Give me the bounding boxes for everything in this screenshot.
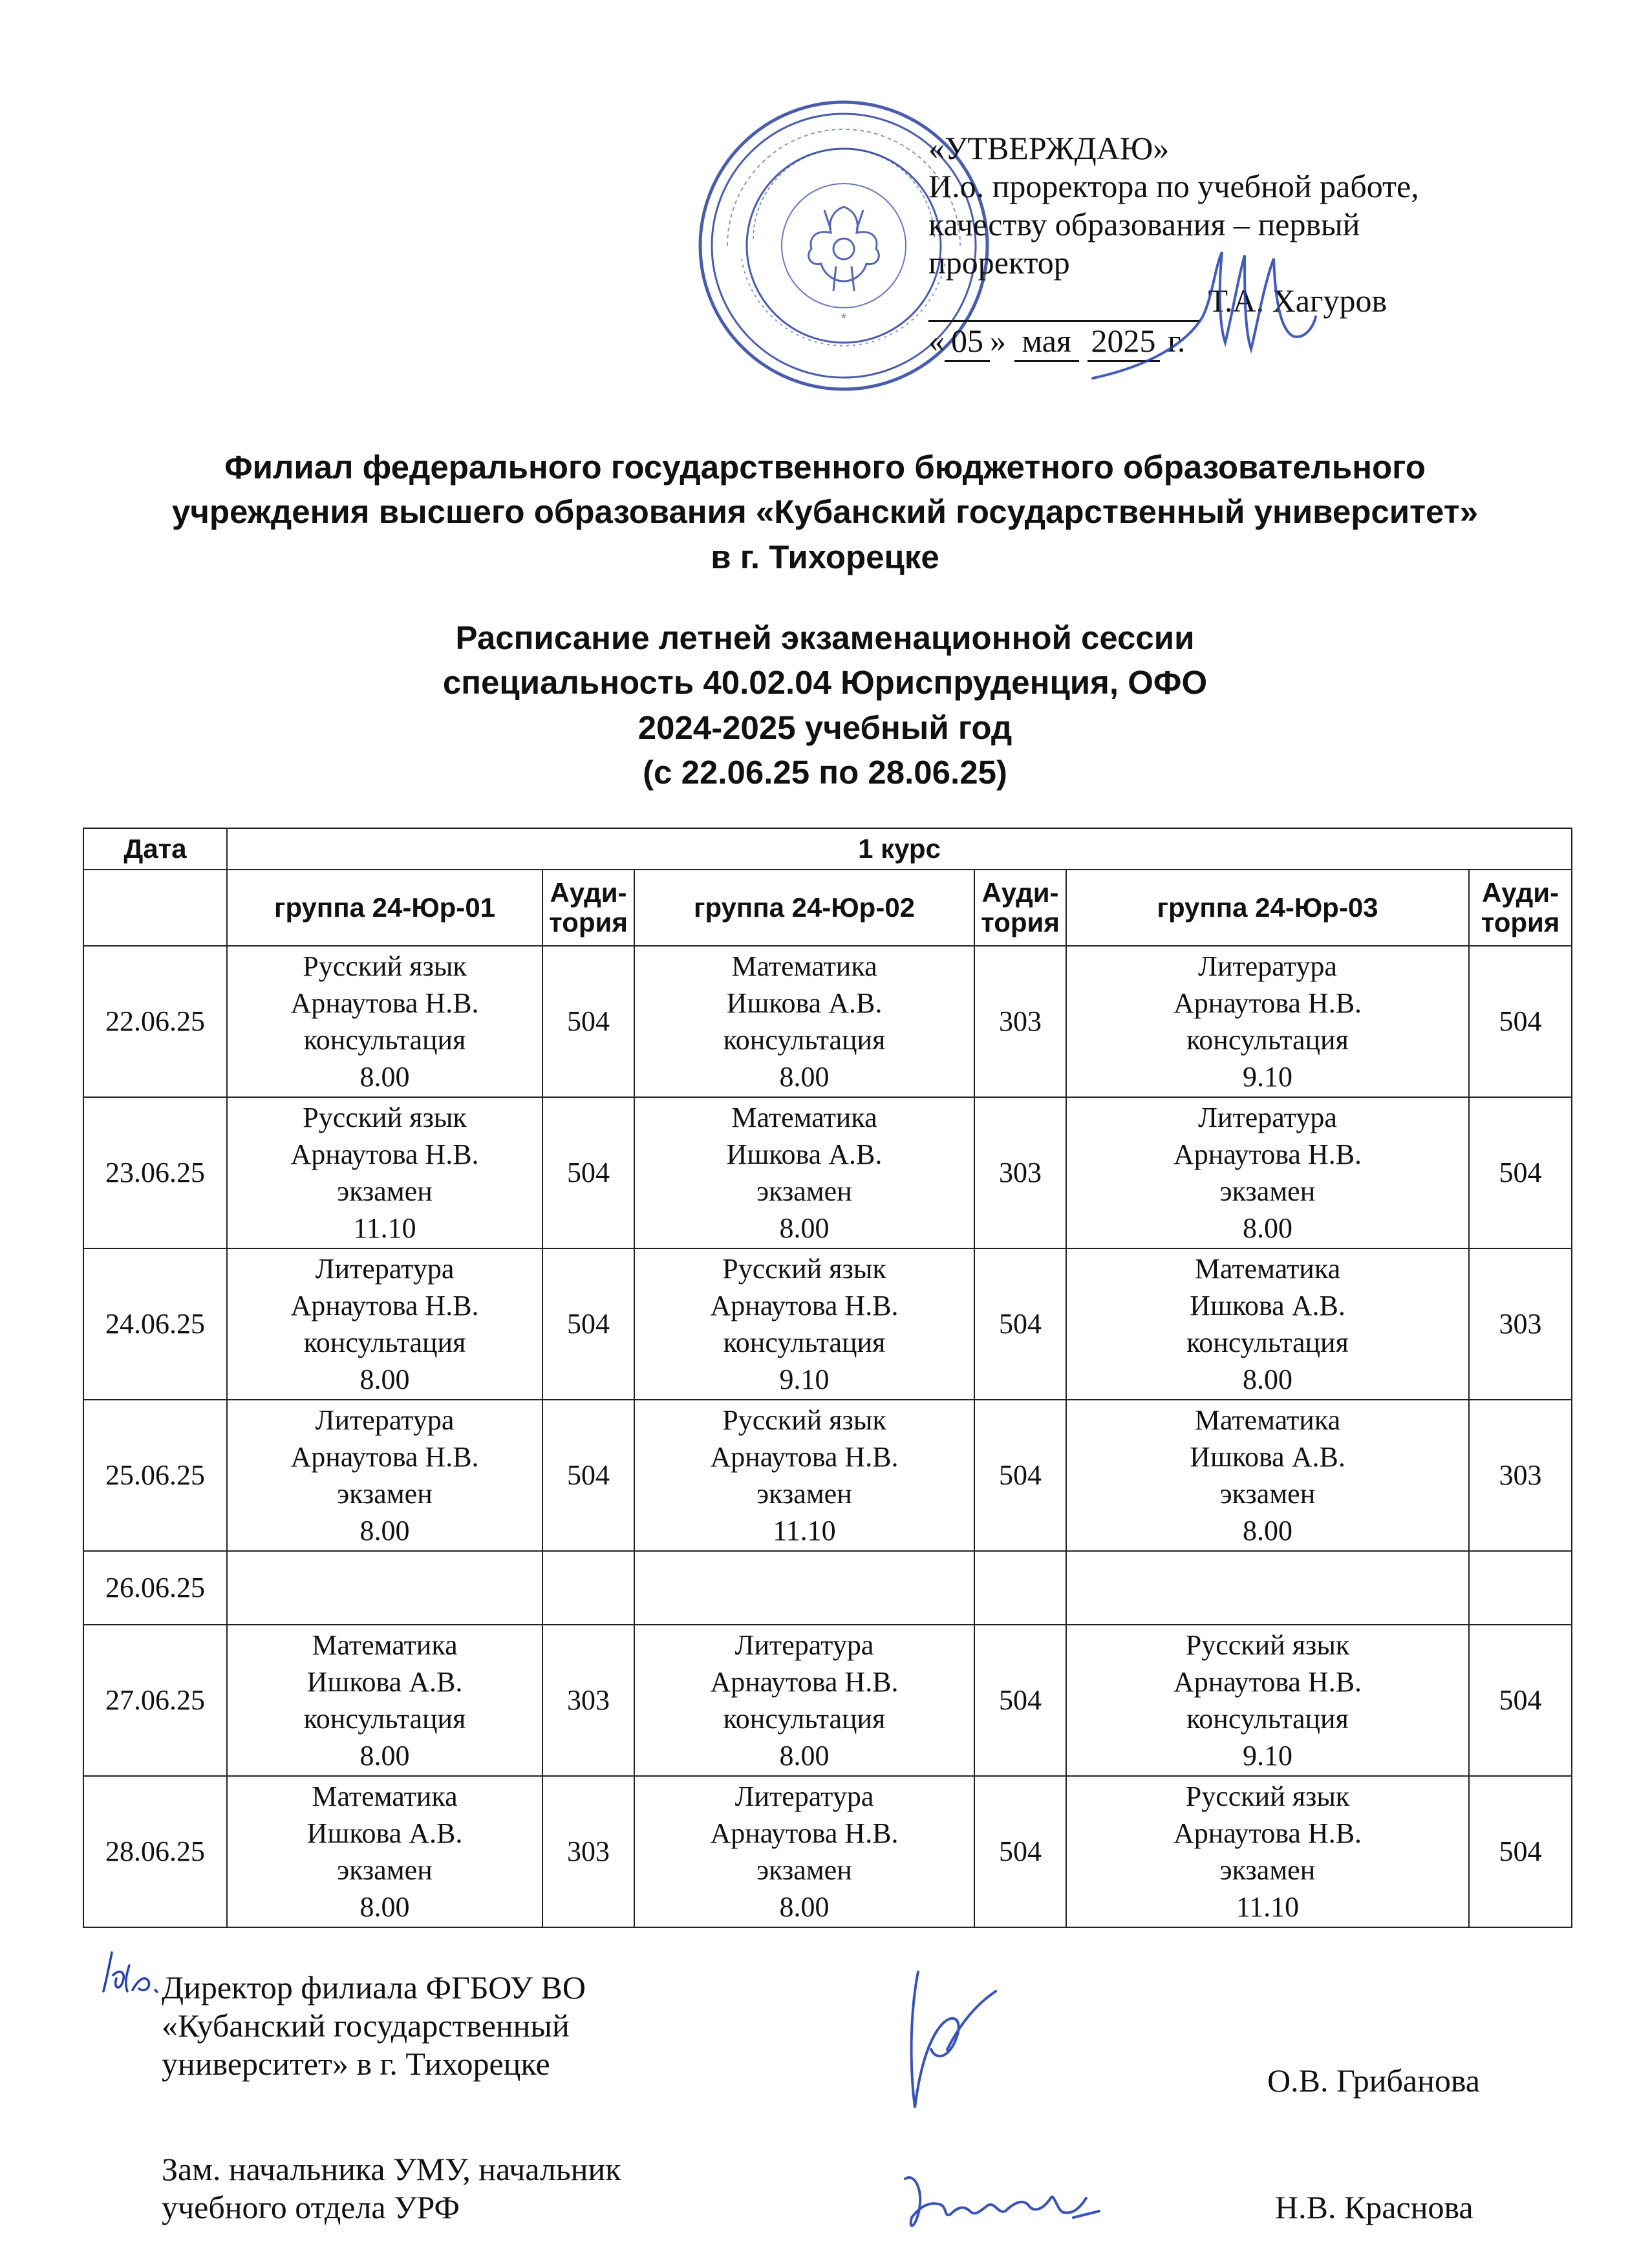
schedule-title [0,615,1650,795]
lesson-line: Ишкова А.В. [1190,1440,1345,1473]
approval-position-line3: проректор [928,244,1070,281]
date-cell: 27.06.25 [83,1625,227,1776]
lesson-line: 11.10 [773,1515,836,1547]
lesson-line: консультация [723,1024,886,1056]
approval-year-suffix: г. [1168,323,1186,359]
lesson-line: 8.00 [359,1364,410,1396]
group2-header: группа 24-Юр-02 [634,870,974,946]
lesson-line: Русский язык [303,1101,467,1133]
lesson-line: 8.00 [359,1061,410,1093]
lesson-line: консультация [1186,1327,1349,1358]
approval-year: 2025 [1088,322,1160,362]
group2-lesson-cell [634,1248,974,1400]
lesson-line: Арнаутова Н.В. [290,1138,479,1170]
date-cell: 25.06.25 [83,1400,227,1551]
lesson-line: консультация [723,1703,886,1735]
group2-room-cell: 504 [974,1625,1066,1776]
director-line2: «Кубанский государственный [162,2007,570,2044]
group1-lesson-cell [227,1097,542,1248]
lesson-line: Ишкова А.В. [1190,1289,1345,1321]
schedule-table [83,828,1572,1928]
lesson-line: 11.10 [353,1212,416,1245]
lesson-line: 8.00 [359,1891,410,1923]
group2-room-cell: 303 [974,1097,1066,1248]
director-block [162,1969,586,2083]
io-handwritten-mark [94,1946,165,2004]
approval-heading: «УТВЕРЖДАЮ» [928,130,1170,166]
director-line3: университет» в г. Тихорецке [162,2046,550,2082]
group1-room-cell: 303 [542,1625,634,1776]
lesson-line: Арнаутова Н.В. [1173,1138,1362,1170]
group3-lesson-cell [1066,1097,1469,1248]
group1-room-cell: 504 [542,946,634,1097]
group1-lesson-cell [227,1248,542,1400]
room-header: Ауди-тория [974,870,1066,946]
lesson-line: 8.00 [359,1740,410,1772]
deputy-block [162,2150,621,2227]
header-row-groups [83,870,1572,946]
approval-day: 05 [945,322,990,362]
lesson-line: консультация [303,1327,466,1358]
lesson-line: 8.00 [359,1515,410,1547]
date-cell: 22.06.25 [83,946,227,1097]
group1-room-cell: 303 [542,1776,634,1927]
org-line1: Филиал федерального государственного бюджетного образовательного [224,449,1426,486]
approver-signature [1086,239,1319,394]
approver-name: Т.А. Хагуров [1208,283,1388,319]
group2-lesson-cell [634,1097,974,1248]
title-line4: (с 22.06.25 по 28.06.25) [643,754,1007,791]
lesson-line: Ишкова А.В. [306,1665,463,1698]
svg-text:*: * [841,310,847,326]
date-cell: 23.06.25 [83,1097,227,1248]
lesson-line: Русский язык [722,1404,886,1436]
group3-room-cell: 303 [1469,1400,1572,1551]
lesson-line: Арнаутова Н.В. [710,1289,899,1321]
group3-lesson-cell [1066,1776,1469,1927]
date-cell: 28.06.25 [83,1776,227,1927]
group3-room-cell: 504 [1469,1625,1572,1776]
group3-lesson-cell [1066,1625,1469,1776]
lesson-line: Арнаутова Н.В. [290,1440,479,1473]
group3-lesson-cell [1066,1400,1469,1551]
group2-room-cell [974,1551,1066,1625]
group3-room-cell: 504 [1469,1776,1572,1927]
date-column-header: Дата [83,828,227,870]
approval-month: мая [1014,322,1080,362]
group1-header: группа 24-Юр-01 [227,870,542,946]
date-quote-open: « [928,323,945,359]
lesson-line: Математика [312,1629,458,1661]
lesson-line: 9.10 [779,1364,830,1396]
schedule-body [83,946,1572,1927]
group1-lesson-cell [227,946,542,1097]
course-header: 1 курс [227,828,1572,870]
lesson-line: экзамен [1219,1478,1316,1510]
group2-lesson-cell [634,946,974,1097]
group3-lesson-cell [1066,1551,1469,1625]
org-line3: в г. Тихорецке [711,538,939,575]
table-row [83,1551,1572,1625]
group1-lesson-cell [227,1625,542,1776]
group2-lesson-cell [634,1400,974,1551]
lesson-line: Ишкова А.В. [726,1138,883,1170]
lesson-line: 8.00 [1243,1515,1292,1547]
director-name: О.В. Грибанова [1267,2062,1481,2099]
room-header: Ауди-тория [1469,870,1572,946]
lesson-line: экзамен [337,1175,433,1207]
lesson-line: Арнаутова Н.В. [710,1817,899,1849]
deputy-line1: Зам. начальника УМУ, начальник [162,2151,621,2187]
lesson-line: Ишкова А.В. [306,1817,463,1849]
group3-room-cell: 504 [1469,1097,1572,1248]
group2-lesson-cell [634,1551,974,1625]
lesson-line: Арнаутова Н.В. [710,1440,899,1473]
lesson-line: Литература [1198,950,1337,982]
lesson-line: Ишкова А.В. [726,987,883,1019]
group1-lesson-cell [227,1776,542,1927]
lesson-line: Литература [315,1404,455,1436]
table-row [83,946,1572,1097]
deputy-name: Н.В. Краснова [1275,2189,1473,2225]
lesson-line: экзамен [756,1854,852,1886]
lesson-line: 9.10 [1243,1740,1292,1772]
lesson-line: Русский язык [1185,1780,1350,1812]
lesson-line: Арнаутова Н.В. [1173,1665,1362,1698]
lesson-line: Арнаутова Н.В. [1173,987,1362,1019]
lesson-line: Русский язык [722,1252,886,1285]
group3-lesson-cell [1066,1248,1469,1400]
lesson-line: консультация [723,1327,886,1358]
deputy-signature [892,2153,1125,2250]
lesson-line: Литература [734,1629,874,1661]
group1-lesson-cell [227,1400,542,1551]
deputy-line2: учебного отдела УРФ [162,2189,460,2225]
lesson-line: Математика [731,950,877,982]
org-line2: учреждения высшего образования «Кубанский государственный университет» [171,493,1479,531]
lesson-line: 8.00 [779,1740,830,1772]
group2-room-cell: 504 [974,1776,1066,1927]
lesson-line: экзамен [337,1478,433,1510]
lesson-line: Математика [1194,1404,1341,1436]
group1-room-cell [542,1551,634,1625]
lesson-line: консультация [1186,1024,1349,1056]
approval-position-line1: И.о. проректора по учебной работе, [928,168,1419,204]
group1-room-cell: 504 [542,1400,634,1551]
date-cell: 24.06.25 [83,1248,227,1400]
group2-room-cell: 504 [974,1400,1066,1551]
group1-room-cell: 504 [542,1097,634,1248]
group3-room-cell: 303 [1469,1248,1572,1400]
lesson-line: 8.00 [779,1891,830,1923]
lesson-line: Литература [734,1780,874,1812]
director-line1: Директор филиала ФГБОУ ВО [162,1969,586,2006]
lesson-line: 8.00 [1243,1212,1292,1245]
lesson-line: 11.10 [1236,1891,1300,1923]
organization-header [0,445,1650,579]
director-signature [892,1952,1002,2127]
group3-header: группа 24-Юр-03 [1066,870,1469,946]
table-row [83,1248,1572,1400]
group1-lesson-cell [227,1551,542,1625]
lesson-line: Русский язык [1185,1629,1350,1661]
lesson-line: Арнаутова Н.В. [710,1665,899,1698]
lesson-line: консультация [1186,1703,1349,1735]
group2-lesson-cell [634,1776,974,1927]
table-row [83,1625,1572,1776]
group2-lesson-cell [634,1625,974,1776]
lesson-line: консультация [303,1024,466,1056]
lesson-line: экзамен [756,1478,852,1510]
header-row-course [83,828,1572,870]
title-line2: специальность 40.02.04 Юриспруденция, ОФО [442,664,1208,701]
lesson-line: Арнаутова Н.В. [290,1289,479,1321]
title-line1: Расписание летней экзаменационной сессии [455,619,1195,656]
lesson-line: Математика [312,1780,458,1812]
lesson-line: экзамен [756,1175,852,1207]
group3-room-cell [1469,1551,1572,1625]
group3-lesson-cell [1066,946,1469,1097]
lesson-line: Математика [731,1101,877,1133]
lesson-line: Арнаутова Н.В. [290,987,479,1019]
lesson-line: консультация [303,1703,466,1735]
approval-position-line2: качеству образования – первый [928,206,1360,242]
lesson-line: экзамен [337,1854,433,1886]
group2-room-cell: 504 [974,1248,1066,1400]
lesson-line: экзамен [1219,1175,1316,1207]
lesson-line: Арнаутова Н.В. [1173,1817,1362,1849]
lesson-line: 8.00 [1243,1364,1292,1396]
lesson-line: 9.10 [1243,1061,1292,1093]
date-cell: 26.06.25 [83,1551,227,1625]
lesson-line: экзамен [1219,1854,1316,1886]
table-row [83,1400,1572,1551]
table-row [83,1776,1572,1927]
title-line3: 2024-2025 учебный год [638,709,1012,746]
lesson-line: Литература [1198,1101,1337,1133]
lesson-line: 8.00 [779,1061,830,1093]
group1-room-cell: 504 [542,1248,634,1400]
lesson-line: Русский язык [303,950,467,982]
lesson-line: 8.00 [779,1212,830,1245]
group3-room-cell: 504 [1469,946,1572,1097]
date-quote-close: » [990,323,1006,359]
room-header: Ауди-тория [542,870,634,946]
group2-room-cell: 303 [974,946,1066,1097]
empty-header-cell [83,870,227,946]
lesson-line: Литература [315,1252,455,1285]
table-row [83,1097,1572,1248]
lesson-line: Математика [1194,1252,1341,1285]
